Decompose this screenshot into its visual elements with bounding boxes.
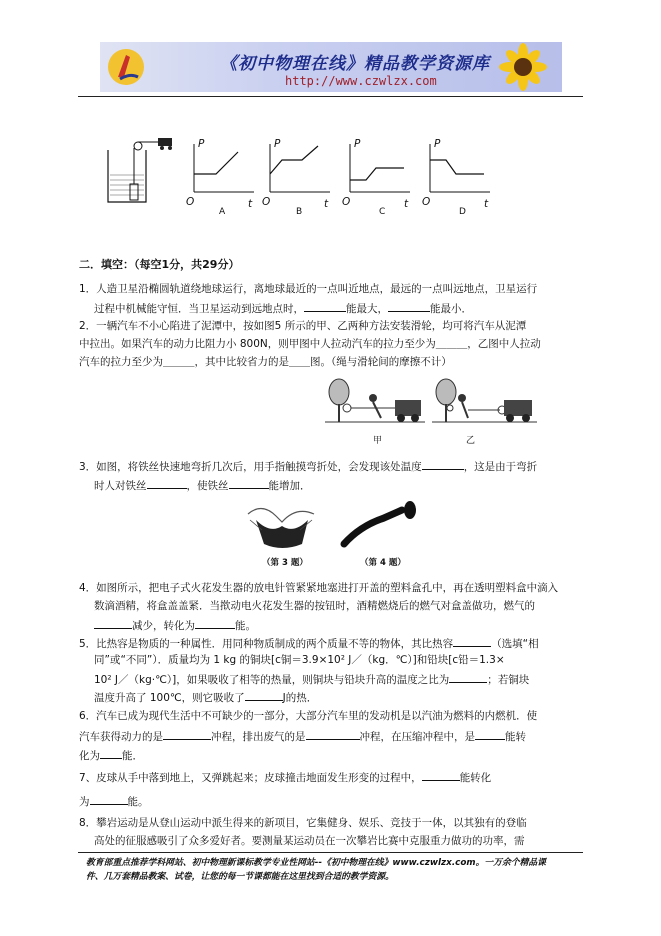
q3-line1: 3．如图，将铁丝快速地弯折几次后，用手指触摸弯折处，会发现该处温度 ，这是由于弯折 [79, 457, 537, 476]
well-pulley-figure [100, 130, 180, 210]
header-rule [78, 96, 583, 97]
q2-line2: 中拉出。如果汽车的动力比阻力小 800N，则甲图中人拉动汽车的拉力至少为＿＿＿，乙图中人拉动 [79, 338, 541, 350]
q4-line3: 减少，转化为 能。 [94, 616, 256, 635]
footer-line2: 件、几万套精品教案、试卷，让您的每一节课都能在这里找到合适的教学资源。 [86, 872, 394, 882]
q6-line2: 汽车获得动力的是 冲程，排出废气的是 冲程，在压缩冲程中，是 能转 [79, 727, 526, 746]
graph-c-label: C [379, 207, 386, 217]
graph-c-t-label: t [404, 198, 409, 210]
q1-line2: 过程中机械能守恒．当卫星运动到远地点时， 能最大， 能最小． [94, 299, 472, 318]
q6-line1: 6．汽车已成为现代生活中不可缺少的一部分，大部分汽车里的发动机是以汽油为燃料的内燃机．使 [79, 710, 538, 722]
graph-b-p-label: P [274, 138, 281, 150]
q4-line1: 4．如图所示，把电子式火花发生器的放电针管紧紧地塞进打开盖的塑料盒孔中，再在透明塑料盒中滴入 [79, 582, 559, 594]
graph-b-o-label: O [262, 196, 271, 208]
q4-figure-caption: （第 4 题） [360, 558, 406, 568]
q6-line3: 化为 能． [79, 746, 143, 765]
pulley-figure-yi [432, 376, 537, 432]
graph-b-label: B [296, 207, 303, 217]
section-heading: 二．填空：（每空1分，共29分） [79, 258, 240, 271]
q2-line1: 2．一辆汽车不小心陷进了泥潭中，按如图5 所示的甲、乙两种方法安装滑轮，均可将汽车从泥潭 [79, 320, 527, 332]
header-banner [100, 42, 562, 92]
graph-a-label: A [219, 207, 226, 217]
q5-line1: 5．比热容是物质的一种属性．用同种物质制成的两个质量不等的物体，其比热容 （选填“相 [79, 634, 539, 653]
q7-line1: 7、皮球从手中落到地上，又弹跳起来；皮球撞击地面发生形变的过程中， 能转化 [79, 768, 491, 787]
q5-line3: 10² J／（kg·℃）]，如果吸收了相等的热量，则铜块与铅块升高的温度之比为 ；若铜块 [94, 670, 529, 689]
q4-line2: 数滴酒精，将盒盖盖紧．当揿动电火花发生器的按钮时，酒精燃烧后的燃气对盒盖做功，燃气的 [94, 600, 535, 612]
q8-line1: 8．攀岩运动是从登山运动中派生得来的新项目，它集健身、娱乐、竞技于一体，以其独有的登临 [79, 817, 527, 829]
sunflower-icon [488, 42, 558, 92]
graph-a-p-label: P [198, 138, 205, 150]
q5-line4: 温度升高了 100℃，则它吸收了 J的热． [94, 688, 317, 707]
q2-figure-jia-label: 甲 [373, 436, 383, 446]
graph-b-t-label: t [324, 198, 329, 210]
graph-d-label: D [459, 207, 466, 217]
graph-a-o-label: O [186, 196, 195, 208]
graph-d-p-label: P [434, 138, 441, 150]
graph-c-p-label: P [354, 138, 361, 150]
q3-figure-caption: （第 3 题） [262, 558, 308, 568]
graph-c-o-label: O [342, 196, 351, 208]
footer-rule [78, 852, 583, 853]
q2-line3: 汽车的拉力至少为＿＿＿，其中比较省力的是＿＿图。（绳与滑轮间的摩擦不计） [79, 356, 452, 368]
site-logo [106, 47, 146, 87]
q2-figure-yi-label: 乙 [466, 436, 476, 446]
q8-line2: 高处的征服感吸引了众多爱好者。要测量某运动员在一次攀岩比赛中克服重力做功的功率，需 [94, 835, 525, 847]
banner-url[interactable]: http://www.czwlzx.com [285, 74, 437, 88]
q3-line2: 时人对铁丝 ，使铁丝 能增加． [94, 476, 311, 495]
spark-generator-figure [340, 500, 430, 552]
q1-line1: 1．人造卫星沿椭圆轨道绕地球运行，离地球最近的一点叫近地点，最远的一点叫远地点，卫星运行 [79, 283, 538, 295]
footer-line1: 教育部重点推荐学科网站、初中物理新课标教学专业性网站--《初中物理在线》www.czwlzx.com。一万余个精品课 [86, 858, 546, 868]
q7-line2: 为 能。 [79, 792, 149, 811]
graph-d-o-label: O [422, 196, 431, 208]
banner-title: 《初中物理在线》精品教学资源库 [220, 54, 490, 74]
graph-d-t-label: t [484, 198, 489, 210]
bending-wire-figure [242, 500, 322, 552]
pulley-figure-jia [325, 376, 425, 432]
graph-a-t-label: t [248, 198, 253, 210]
q5-line2: 同”或“不同”）．质量均为 1 kg 的铜块[c铜＝3.9×10² J／（kg．℃）]和铅块[c铅＝1.3× [94, 654, 505, 666]
